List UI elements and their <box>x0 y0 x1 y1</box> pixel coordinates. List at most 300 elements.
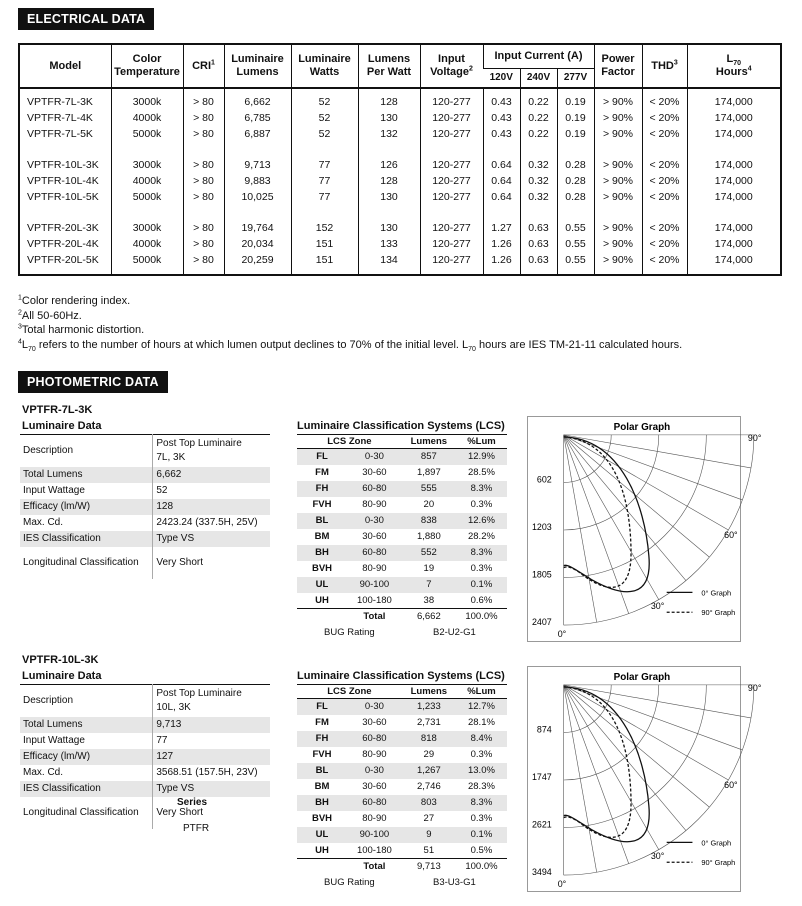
lcs-row <box>297 699 507 715</box>
polar-grid-spoke <box>564 435 629 614</box>
lum-value: 77 <box>153 733 270 749</box>
cell-i120: 1.26 <box>483 252 520 275</box>
cell-model: VPTFR-20L-5K <box>27 254 99 266</box>
lcs-lumens: 857 <box>402 449 456 465</box>
lcs-row <box>297 497 507 513</box>
lcs-zone: BM <box>314 531 330 542</box>
cell-i120: 0.43 <box>483 88 520 110</box>
cell-cri: > 80 <box>183 236 224 252</box>
lcs-pct: 28.2% <box>467 531 495 542</box>
lum-value: 6,662 <box>153 467 270 483</box>
lcs-body <box>297 449 507 609</box>
lcs-range: 80-90 <box>362 563 387 574</box>
cell-lumens: 6,785 <box>224 110 291 126</box>
lcs-lumens: 1,880 <box>416 531 441 542</box>
lcs-lumens: 7 <box>402 577 456 593</box>
cell-pf: > 90% <box>594 88 642 110</box>
cell-watts: 77 <box>291 173 358 189</box>
lcs-pct: 8.3% <box>456 545 507 561</box>
lcs-lumens: 555 <box>402 481 456 497</box>
footnotes <box>18 294 682 352</box>
cell-lpw: 128 <box>358 173 420 189</box>
cell-lpw: 126 <box>358 142 420 173</box>
lcs-range: 80-90 <box>362 749 387 760</box>
lcs-zone: UL <box>297 577 347 593</box>
cell-cri: > 80 <box>183 88 224 110</box>
lum-row <box>20 749 270 765</box>
cell-cri: > 80 <box>183 173 224 189</box>
cell-model: VPTFR-10L-5K <box>27 191 99 203</box>
lum-row <box>20 717 270 733</box>
lcs-lumens: 20 <box>423 499 435 510</box>
cell-i120: 0.64 <box>483 189 520 205</box>
cell-cri: > 80 <box>183 252 224 275</box>
lcs-range: 100-180 <box>356 844 392 856</box>
cell-model: VPTFR-10L-3K <box>27 159 99 171</box>
electrical-table-body <box>19 88 781 275</box>
lcs-pct: 28.1% <box>467 717 495 728</box>
lcs-range: 60-80 <box>347 545 402 561</box>
lcs-zone: FM <box>315 717 329 728</box>
polar-tick-label: 2621 <box>531 819 552 830</box>
polar-title: Polar Graph <box>613 421 671 433</box>
cell-lpw: 132 <box>358 126 420 142</box>
lum-value: Post Top Luminaire 7L, 3K <box>153 435 270 467</box>
footnote-4: $^4L_{70}$ refers to the number of hours at which lumen output declines to 70% of the initial level. $L_{70}$ hours are IES TM-21-11 calculated hours. <box>18 337 683 353</box>
cell-i120: 1.27 <box>483 205 520 236</box>
cell-i240: 0.22 <box>520 110 557 126</box>
lum-value: Post Top Luminaire 10L, 3K <box>153 685 270 717</box>
legend-0-label: 0° Graph <box>701 588 732 598</box>
col-input-current: Input Current (A) <box>483 44 594 68</box>
cell-i120: 0.43 <box>483 110 520 126</box>
luminaire-data-title: Luminaire Data <box>22 420 102 432</box>
cell-l70: 174,000 <box>687 88 781 110</box>
lcs-pct: 0.1% <box>456 827 507 843</box>
lcs-row <box>297 731 507 747</box>
lcs-row <box>297 763 507 779</box>
lcs-row <box>297 843 507 859</box>
polar-tick-label: 1805 <box>531 569 552 580</box>
cell-l70: 174,000 <box>687 236 781 252</box>
cell-l70: 174,000 <box>687 189 781 205</box>
lum-value: 2423.24 (337.5H, 25V) <box>153 515 270 531</box>
cell-i120: 1.26 <box>483 236 520 252</box>
lcs-pct: 0.3% <box>470 813 493 824</box>
lcs-range: 0-30 <box>347 763 402 779</box>
lcs-lumens: 552 <box>402 545 456 561</box>
cell-i240: 0.32 <box>520 173 557 189</box>
polar-angle-90: 90° <box>747 432 762 443</box>
lum-value: 127 <box>153 749 270 765</box>
cell-thd: < 20% <box>642 110 687 126</box>
cell-i277: 0.28 <box>557 142 594 173</box>
cell-color-temp: 4000k <box>111 110 183 126</box>
lcs-lumens: 27 <box>423 813 435 824</box>
cell-model: VPTFR-20L-3K <box>27 222 99 234</box>
lcs-pct: 0.1% <box>456 577 507 593</box>
cell-voltage: 120-277 <box>420 205 483 236</box>
cell-lpw: 130 <box>358 189 420 205</box>
lcs-range: 80-90 <box>362 813 387 824</box>
cell-cri: > 80 <box>183 126 224 142</box>
lcs-zone: UH <box>315 844 329 856</box>
cell-i240: 0.32 <box>520 142 557 173</box>
lum-row <box>20 515 270 531</box>
col-cri: CRI$^1$ <box>183 44 224 88</box>
cell-l70: 174,000 <box>687 142 781 173</box>
electrical-row <box>19 126 781 142</box>
bug-rating-label: BUG Rating <box>324 627 375 638</box>
lcs-col-zone: LCS Zone <box>297 435 402 449</box>
cell-i240: 0.63 <box>520 205 557 236</box>
cell-lumens: 9,883 <box>224 173 291 189</box>
lcs-range: 0-30 <box>347 699 402 715</box>
series-value: PTFR <box>183 823 210 834</box>
cell-color-temp: 3000k <box>111 142 183 173</box>
lcs-row <box>297 465 507 481</box>
lcs-title: Luminaire Classification Systems (LCS) <box>297 670 505 682</box>
cell-pf: > 90% <box>594 252 642 275</box>
col-power-factor: Power Factor <box>594 44 642 88</box>
lcs-row <box>297 529 507 545</box>
cell-pf: > 90% <box>594 110 642 126</box>
lcs-total-pct: 100.0% <box>456 609 507 625</box>
cell-i277: 0.28 <box>557 189 594 205</box>
lum-label: Efficacy (lm/W) <box>20 499 153 515</box>
cell-watts: 52 <box>291 126 358 142</box>
cell-cri: > 80 <box>183 205 224 236</box>
lum-label: Total Lumens <box>20 717 153 733</box>
lcs-lumens: 838 <box>402 513 456 529</box>
lcs-zone: FVH <box>312 749 332 760</box>
lcs-lumens: 1,267 <box>402 763 456 779</box>
col-277v: 277V <box>557 68 594 88</box>
series-label: Series <box>177 797 208 808</box>
lcs-lumens: 2,731 <box>416 717 441 728</box>
cell-i240: 0.32 <box>520 189 557 205</box>
col-lum-watts: Luminaire Watts <box>291 44 358 88</box>
cell-l70: 174,000 <box>687 173 781 189</box>
footnote-1: $^1$Color rendering index. <box>18 294 131 307</box>
lcs-zone: BVH <box>311 563 333 574</box>
lum-value: Type VS <box>153 781 270 797</box>
luminaire-data-table <box>20 434 270 579</box>
cell-color-temp: 3000k <box>111 88 183 110</box>
polar-angle-90: 90° <box>747 682 762 693</box>
lcs-row <box>297 811 507 827</box>
lum-row-description <box>20 435 270 467</box>
polar-grid-spoke <box>564 685 686 831</box>
lum-label: Input Wattage <box>23 734 85 746</box>
cell-voltage: 120-277 <box>420 236 483 252</box>
cell-i120: 0.43 <box>483 126 520 142</box>
cell-lumens: 9,713 <box>224 142 291 173</box>
bug-rating-label: BUG Rating <box>324 877 375 888</box>
cell-voltage: 120-277 <box>420 189 483 205</box>
col-lumens-per-watt: Lumens Per Watt <box>358 44 420 88</box>
lcs-zone: FL <box>297 699 347 715</box>
polar-tick-label: 1747 <box>531 771 552 782</box>
polar-graph <box>527 416 762 642</box>
cell-l70: 174,000 <box>687 110 781 126</box>
col-input-voltage: Input Voltage$^2$ <box>420 44 483 88</box>
lcs-row <box>297 827 507 843</box>
footnote-3: $^3$Total harmonic distortion. <box>18 323 145 336</box>
cell-cri: > 80 <box>183 142 224 173</box>
lcs-zone: BH <box>297 795 347 811</box>
lcs-zone: FVH <box>312 499 332 510</box>
polar-angle-30: 30° <box>650 601 665 612</box>
polar-tick-label: 2407 <box>531 617 552 628</box>
lum-label: Max. Cd. <box>23 516 64 528</box>
lcs-row <box>297 449 507 465</box>
cell-cri: > 80 <box>183 110 224 126</box>
cell-i240: 0.22 <box>520 88 557 110</box>
cell-lpw: 130 <box>358 205 420 236</box>
bug-rating-value: B2-U2-G1 <box>433 627 476 638</box>
lcs-zone: BVH <box>311 813 333 824</box>
cell-i277: 0.55 <box>557 205 594 236</box>
electrical-row <box>19 189 781 205</box>
lcs-zone: FH <box>297 481 347 497</box>
lcs-table <box>297 434 507 641</box>
lum-value: Very Short <box>153 797 270 829</box>
cell-watts: 52 <box>291 110 358 126</box>
bug-rating-row <box>297 875 507 891</box>
lcs-row <box>297 561 507 577</box>
lcs-col-lumens: Lumens <box>402 685 456 699</box>
lcs-title: Luminaire Classification Systems (LCS) <box>297 420 505 432</box>
polar-title: Polar Graph <box>613 671 671 683</box>
lum-row <box>20 781 270 797</box>
model-title: VPTFR-10L-3K <box>22 654 99 666</box>
lcs-row <box>297 545 507 561</box>
polar-tick-label: 3494 <box>531 867 552 878</box>
cell-i120: 0.64 <box>483 142 520 173</box>
polar-grid-spoke <box>564 685 629 864</box>
lcs-lumens: 1,897 <box>416 467 441 478</box>
lum-row <box>20 499 270 515</box>
bug-rating-value: B3-U3-G1 <box>433 877 476 888</box>
cell-color-temp: 5000k <box>111 252 183 275</box>
lcs-pct: 8.3% <box>456 481 507 497</box>
lum-row <box>20 531 270 547</box>
lcs-pct: 0.6% <box>470 594 493 606</box>
cell-i277: 0.28 <box>557 173 594 189</box>
col-thd: THD$^3$ <box>642 44 687 88</box>
cell-pf: > 90% <box>594 189 642 205</box>
cell-model: VPTFR-10L-4K <box>27 175 99 187</box>
lcs-row <box>297 779 507 795</box>
lcs-zone: UH <box>315 594 329 606</box>
lcs-range: 90-100 <box>347 827 402 843</box>
cell-color-temp: 5000k <box>111 126 183 142</box>
lcs-total-label: Total <box>347 609 402 625</box>
col-120v: 120V <box>483 68 520 88</box>
lcs-range: 100-180 <box>356 594 392 606</box>
electrical-table <box>18 43 782 276</box>
cell-i240: 0.63 <box>520 236 557 252</box>
lcs-range: 60-80 <box>347 731 402 747</box>
polar-tick-label: 874 <box>536 724 552 735</box>
lcs-row <box>297 577 507 593</box>
cell-thd: < 20% <box>642 126 687 142</box>
cell-color-temp: 4000k <box>111 236 183 252</box>
cell-watts: 77 <box>291 142 358 173</box>
lcs-range: 30-60 <box>362 531 387 542</box>
lcs-pct: 8.4% <box>456 731 507 747</box>
polar-angle-60: 60° <box>724 529 738 540</box>
lcs-pct: 28.3% <box>467 781 495 792</box>
polar-tick-label: 1203 <box>531 521 552 532</box>
polar-angle-60: 60° <box>724 779 738 790</box>
cell-i277: 0.19 <box>557 88 594 110</box>
lum-label: IES Classification <box>20 531 153 547</box>
cell-i277: 0.55 <box>557 236 594 252</box>
polar-tick-label: 602 <box>536 474 552 485</box>
cell-i277: 0.55 <box>557 252 594 275</box>
lcs-range: 30-60 <box>362 781 387 792</box>
cell-i277: 0.19 <box>557 110 594 126</box>
col-l70-hours: $L_{70}$ Hours$^4$ <box>687 44 781 88</box>
lcs-total-lumens: 9,713 <box>402 859 456 875</box>
electrical-row <box>19 236 781 252</box>
lcs-range: 30-60 <box>362 717 387 728</box>
lum-label: Efficacy (lm/W) <box>20 749 153 765</box>
electrical-row <box>19 173 781 189</box>
lum-label: Longitudinal Classification <box>23 806 139 818</box>
lcs-range: 30-60 <box>362 467 387 478</box>
col-model: Model <box>19 44 111 88</box>
electrical-row <box>19 142 781 173</box>
cell-lpw: 133 <box>358 236 420 252</box>
lcs-total-pct: 100.0% <box>456 859 507 875</box>
lum-label: Description <box>23 444 74 456</box>
cell-pf: > 90% <box>594 236 642 252</box>
lum-row-description <box>20 685 270 717</box>
luminaire-data-title: Luminaire Data <box>22 670 102 682</box>
lum-label: Description <box>23 694 74 706</box>
lcs-pct: 13.0% <box>456 763 507 779</box>
lcs-lumens: 51 <box>423 844 435 856</box>
lcs-lumens: 818 <box>402 731 456 747</box>
cell-i277: 0.19 <box>557 126 594 142</box>
col-lum-lumens: Luminaire Lumens <box>224 44 291 88</box>
lcs-range: 0-30 <box>347 513 402 529</box>
polar-graph <box>527 666 762 892</box>
cell-lumens: 6,887 <box>224 126 291 142</box>
cell-voltage: 120-277 <box>420 142 483 173</box>
lcs-lumens: 803 <box>402 795 456 811</box>
lum-label: Max. Cd. <box>23 766 64 778</box>
lcs-pct: 12.9% <box>456 449 507 465</box>
polar-angle-30: 30° <box>650 851 665 862</box>
cell-thd: < 20% <box>642 142 687 173</box>
polar-grid-spoke <box>564 685 743 750</box>
cell-voltage: 120-277 <box>420 110 483 126</box>
lcs-zone: FH <box>297 731 347 747</box>
lcs-pct: 0.3% <box>470 499 493 510</box>
lcs-range: 90-100 <box>347 577 402 593</box>
lum-value: 9,713 <box>153 717 270 733</box>
cell-l70: 174,000 <box>687 252 781 275</box>
cell-model: VPTFR-20L-4K <box>27 238 99 250</box>
lum-label: Total Lumens <box>20 467 153 483</box>
cell-model: VPTFR-7L-3K <box>27 96 93 108</box>
lcs-zone: BL <box>297 763 347 779</box>
cell-lumens: 10,025 <box>224 189 291 205</box>
lcs-range: 0-30 <box>347 449 402 465</box>
lcs-col-pct: %Lum <box>456 685 507 699</box>
lum-row-longitudinal <box>20 547 270 579</box>
electrical-data-heading: ELECTRICAL DATA <box>18 8 154 30</box>
lum-label: IES Classification <box>20 781 153 797</box>
lcs-lumens: 38 <box>423 594 435 606</box>
cell-watts: 77 <box>291 189 358 205</box>
polar-curve-90deg <box>564 687 631 837</box>
cell-thd: < 20% <box>642 189 687 205</box>
lum-value: 128 <box>153 499 270 515</box>
lum-value: 3568.51 (157.5H, 23V) <box>153 765 270 781</box>
col-color-temp: Color Temperature <box>111 44 183 88</box>
electrical-row <box>19 88 781 110</box>
cell-thd: < 20% <box>642 252 687 275</box>
lcs-lumens: 1,233 <box>402 699 456 715</box>
lum-value: 52 <box>153 483 270 499</box>
electrical-row <box>19 252 781 275</box>
lcs-col-zone: LCS Zone <box>297 685 402 699</box>
polar-angle-0: 0° <box>557 628 567 639</box>
lum-value: Type VS <box>153 531 270 547</box>
cell-lpw: 134 <box>358 252 420 275</box>
col-240v: 240V <box>520 68 557 88</box>
lcs-body <box>297 699 507 859</box>
cell-pf: > 90% <box>594 142 642 173</box>
cell-pf: > 90% <box>594 173 642 189</box>
lcs-total-label: Total <box>347 859 402 875</box>
electrical-row <box>19 205 781 236</box>
lcs-pct: 0.5% <box>470 844 493 856</box>
legend-90-label: 90° Graph <box>701 608 736 618</box>
lcs-pct: 0.3% <box>470 563 493 574</box>
lcs-table <box>297 684 507 891</box>
polar-grid-spoke <box>564 435 743 500</box>
lum-row <box>20 483 270 499</box>
lcs-lumens: 29 <box>423 749 435 760</box>
lcs-pct: 12.7% <box>456 699 507 715</box>
cell-thd: < 20% <box>642 88 687 110</box>
model-title: VPTFR-7L-3K <box>22 404 93 416</box>
lcs-zone: FM <box>315 467 329 478</box>
cell-voltage: 120-277 <box>420 173 483 189</box>
footnote-2: $^2$All 50-60Hz. <box>18 308 82 322</box>
lcs-range: 60-80 <box>347 481 402 497</box>
cell-thd: < 20% <box>642 173 687 189</box>
lcs-row <box>297 513 507 529</box>
lum-value: Very Short <box>153 547 270 579</box>
cell-model: VPTFR-7L-5K <box>27 128 93 140</box>
cell-watts: 52 <box>291 88 358 110</box>
polar-angle-0: 0° <box>557 878 567 889</box>
lcs-zone: BL <box>297 513 347 529</box>
lcs-zone: FL <box>297 449 347 465</box>
lcs-row <box>297 481 507 497</box>
lum-row <box>20 765 270 781</box>
lcs-pct: 0.3% <box>470 749 493 760</box>
lcs-total-lumens: 6,662 <box>402 609 456 625</box>
cell-pf: > 90% <box>594 126 642 142</box>
